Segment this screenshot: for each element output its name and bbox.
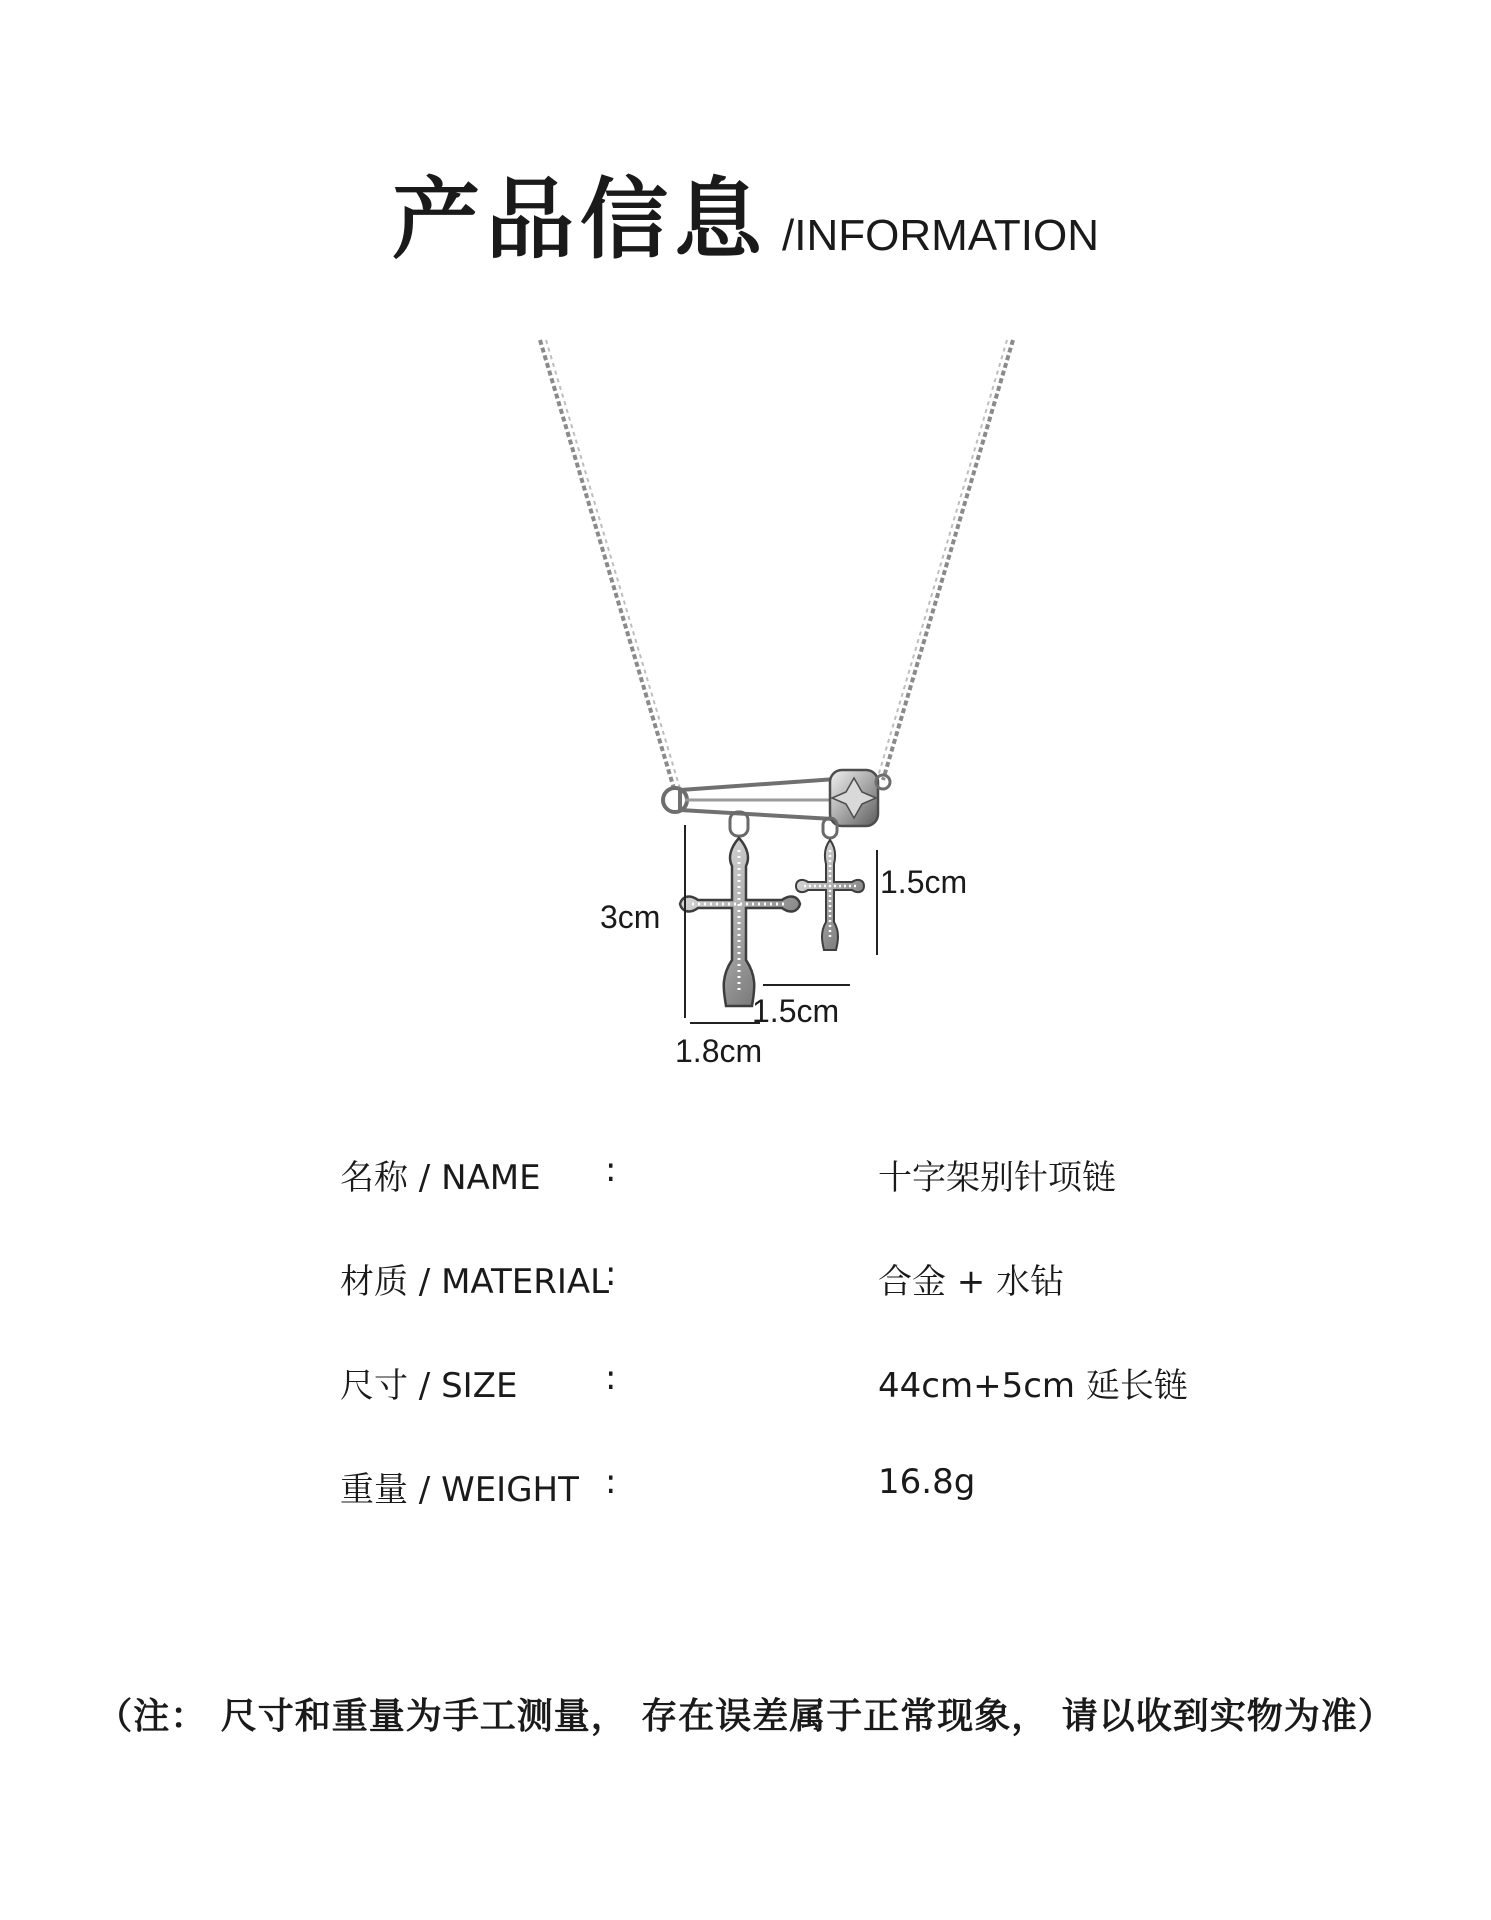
info-value: 合金 + 水钻 — [878, 1262, 1065, 1302]
info-colon: : — [605, 1254, 617, 1294]
page-header — [0, 150, 1491, 276]
info-colon: : — [605, 1358, 617, 1398]
large-cross-pendant — [680, 812, 800, 1006]
product-info-table — [340, 1150, 1240, 1566]
info-label: 重量 / WEIGHT — [340, 1470, 579, 1510]
measurement-note: （注： 尺寸和重量为手工测量， 存在误差属于正常现象， 请以收到实物为准） — [96, 1696, 1395, 1737]
necklace-chain — [540, 340, 1013, 792]
page-subtitle: /INFORMATION — [782, 211, 1099, 260]
big-cross-width-label: 1.8cm — [675, 1033, 763, 1069]
small-cross-pendant — [796, 818, 864, 950]
necklace-product-image — [380, 330, 1150, 1110]
info-label: 尺寸 / SIZE — [340, 1366, 518, 1406]
info-row-material — [340, 1254, 1240, 1358]
info-colon: : — [605, 1150, 617, 1190]
big-cross-height-label: 3cm — [600, 899, 661, 935]
info-label: 名称 / NAME — [340, 1158, 541, 1198]
page-title: 产品信息 — [392, 168, 769, 271]
info-row-weight — [340, 1462, 1240, 1566]
info-label: 材质 / MATERIAL — [340, 1262, 610, 1302]
info-row-size — [340, 1358, 1240, 1462]
small-cross-width-label: 1.5cm — [752, 993, 840, 1029]
info-colon: : — [605, 1462, 617, 1502]
safety-pin — [663, 770, 890, 826]
info-value: 44cm+5cm 延长链 — [878, 1366, 1188, 1406]
small-cross-height-label: 1.5cm — [880, 864, 968, 900]
info-value: 十字架别针项链 — [878, 1158, 1116, 1198]
info-row-name — [340, 1150, 1240, 1254]
info-value: 16.8g — [878, 1462, 976, 1502]
